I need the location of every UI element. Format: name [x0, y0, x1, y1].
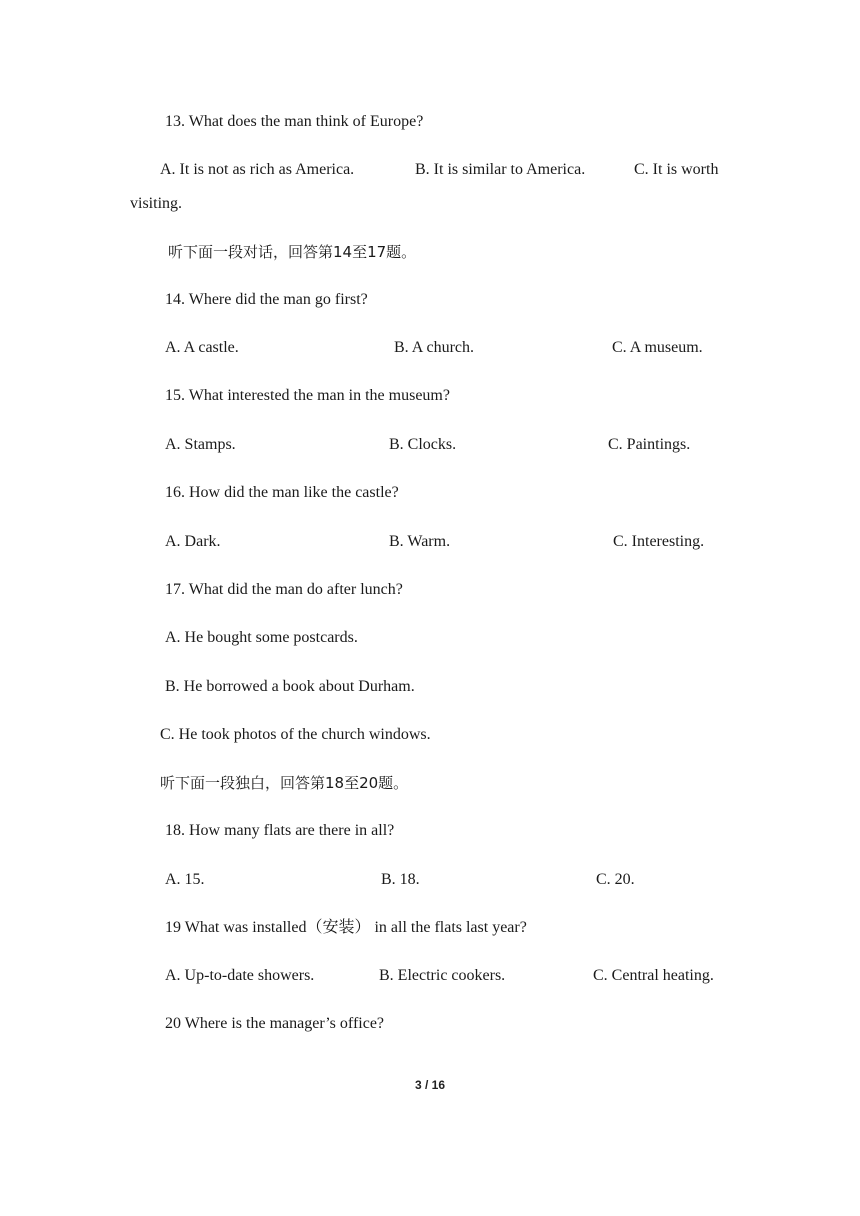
question-17: 17. What did the man do after lunch? — [165, 581, 403, 598]
q13-option-c-continued: visiting. — [130, 195, 183, 212]
q19-option-a: A. Up-to-date showers. — [165, 967, 315, 984]
question-19: 19 What was installed（安装） in all the flats last year? — [165, 919, 527, 936]
q18-option-b: B. 18. — [381, 871, 420, 888]
q17-option-c: C. He took photos of the church windows. — [160, 726, 431, 743]
question-14: 14. Where did the man go first? — [165, 291, 368, 308]
section-instruction-14-17: 听下面一段对话，回答第14至17题。 — [168, 243, 417, 261]
q13-option-a: A. It is not as rich as America. — [160, 161, 355, 178]
q19-option-c: C. Central heating. — [593, 967, 714, 984]
q15-option-a: A. Stamps. — [165, 436, 236, 453]
question-20: 20 Where is the manager’s office? — [165, 1015, 385, 1032]
q16-option-c: C. Interesting. — [613, 533, 705, 550]
q15-option-c: C. Paintings. — [608, 436, 691, 453]
q15-option-b: B. Clocks. — [389, 436, 457, 453]
q18-option-c: C. 20. — [596, 871, 635, 888]
q16-option-a: A. Dark. — [165, 533, 221, 550]
q14-option-c: C. A museum. — [612, 339, 703, 356]
page-number: 3 / 16 — [414, 1078, 446, 1092]
question-18: 18. How many flats are there in all? — [165, 822, 395, 839]
q13-option-c: C. It is worth — [634, 161, 719, 178]
question-16: 16. How did the man like the castle? — [165, 484, 399, 501]
q13-option-b: B. It is similar to America. — [415, 161, 586, 178]
q17-option-b: B. He borrowed a book about Durham. — [165, 678, 415, 695]
q17-option-a: A. He bought some postcards. — [165, 629, 358, 646]
section-instruction-18-20: 听下面一段独白，回答第18至20题。 — [160, 774, 409, 792]
q18-option-a: A. 15. — [165, 871, 205, 888]
q14-option-a: A. A castle. — [165, 339, 239, 356]
q16-option-b: B. Warm. — [389, 533, 451, 550]
q19-option-b: B. Electric cookers. — [379, 967, 506, 984]
q14-option-b: B. A church. — [394, 339, 474, 356]
question-15: 15. What interested the man in the museum? — [165, 387, 450, 404]
question-13: 13. What does the man think of Europe? — [165, 113, 424, 130]
